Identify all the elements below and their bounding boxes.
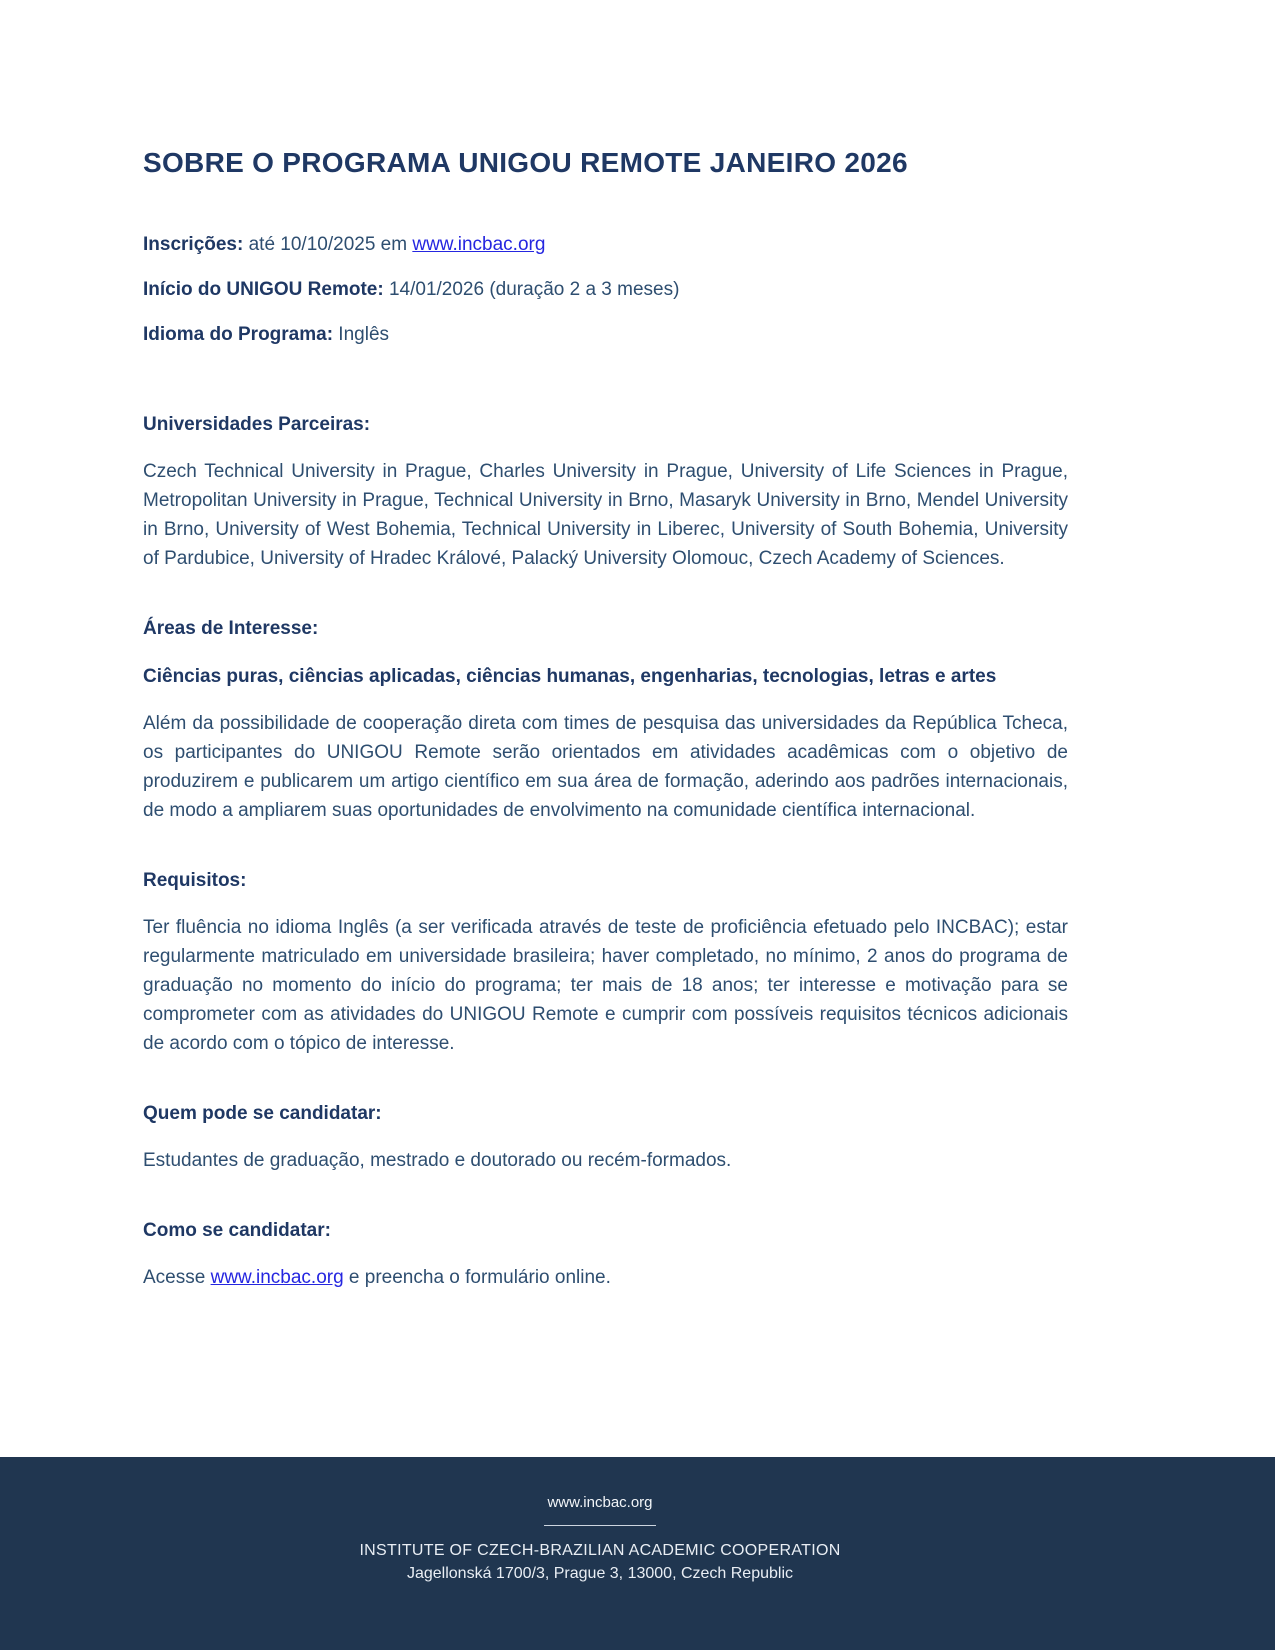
paragraph-universidades: Czech Technical University in Prague, Charles University in Prague, University of Life Sciences in Prague, Metropolitan University in Prague, Technical University in Brno, Masaryk University in Brno, Mendel University in Brno, University of West Bohemia, Technical University in Liberec, University of South Bohemia, University of Pardubice, University of Hradec Králové, Palacký University Olomouc, Czech Academy of Sciences. <box>143 461 1068 569</box>
idioma-text: Inglês <box>333 324 390 345</box>
heading-como-se-candidatar: Como se candidatar: <box>143 1220 331 1241</box>
footer-divider <box>544 1525 656 1526</box>
paragraph-areas: Além da possibilidade de cooperação direta com times de pesquisa das universidades da República Tcheca, os participantes do UNIGOU Remote serão orientados em atividades acadêmicas com o objetivo de produzirem e publicarem um artigo científico em sua área de formação, aderindo aos padrões internacionais, de modo a ampliarem suas oportunidades de envolvimento na comunidade científica internacional. <box>143 713 1068 821</box>
inscricoes-label: Inscrições: <box>143 234 244 255</box>
footer-address: Jagellonská 1700/3, Prague 3, 13000, Czech Republic <box>406 1565 794 1582</box>
paragraph-requisitos: Ter fluência no idioma Inglês (a ser verificada através de teste de proficiência efetuado pelo INCBAC); estar regularmente matriculado em universidade brasileira; haver completado, no mínimo, 2 anos do programa de graduação no momento do início do programa; ter mais de 18 anos; ter interesse e motivação para se comprometer com as atividades do UNIGOU Remote e cumprir com possíveis requisitos técnicos adicionais de acordo com o tópico de interesse. <box>143 917 1068 1054</box>
footer-organization-name: INSTITUTE OF CZECH-BRAZILIAN ACADEMIC COOPERATION <box>359 1542 841 1559</box>
como-prefix-text: Acesse <box>143 1267 211 1288</box>
idioma-label: Idioma do Programa: <box>143 324 334 345</box>
page-title: SOBRE O PROGRAMA UNIGOU REMOTE JANEIRO 2026 <box>143 147 908 178</box>
incbac-apply-link[interactable]: www.incbac.org <box>210 1267 344 1288</box>
info-line-idioma <box>143 320 1068 349</box>
inicio-label: Início do UNIGOU Remote: <box>143 279 384 300</box>
areas-list-bold-line: Ciências puras, ciências aplicadas, ciências humanas, engenharias, tecnologias, letras e artes <box>143 666 997 687</box>
incbac-website-link[interactable]: www.incbac.org <box>412 234 546 255</box>
heading-quem-pode-se-candidatar: Quem pode se candidatar: <box>143 1103 382 1124</box>
info-line-inscricoes <box>143 230 1068 259</box>
info-line-inicio <box>143 275 1068 304</box>
como-suffix-text: e preencha o formulário online. <box>343 1267 611 1288</box>
paragraph-quem-pode: Estudantes de graduação, mestrado e doutorado ou recém-formados. <box>143 1150 732 1171</box>
footer-website-link[interactable]: www.incbac.org <box>547 1494 653 1511</box>
heading-universidades-parceiras: Universidades Parceiras: <box>143 414 371 435</box>
heading-areas-de-interesse: Áreas de Interesse: <box>143 618 319 639</box>
paragraph-como-se-candidatar <box>143 1263 1068 1292</box>
page-footer <box>0 1457 1275 1650</box>
inicio-text: 14/01/2026 (duração 2 a 3 meses) <box>383 279 680 300</box>
heading-requisitos: Requisitos: <box>143 870 247 891</box>
inscricoes-text: até 10/10/2025 em <box>243 234 413 255</box>
